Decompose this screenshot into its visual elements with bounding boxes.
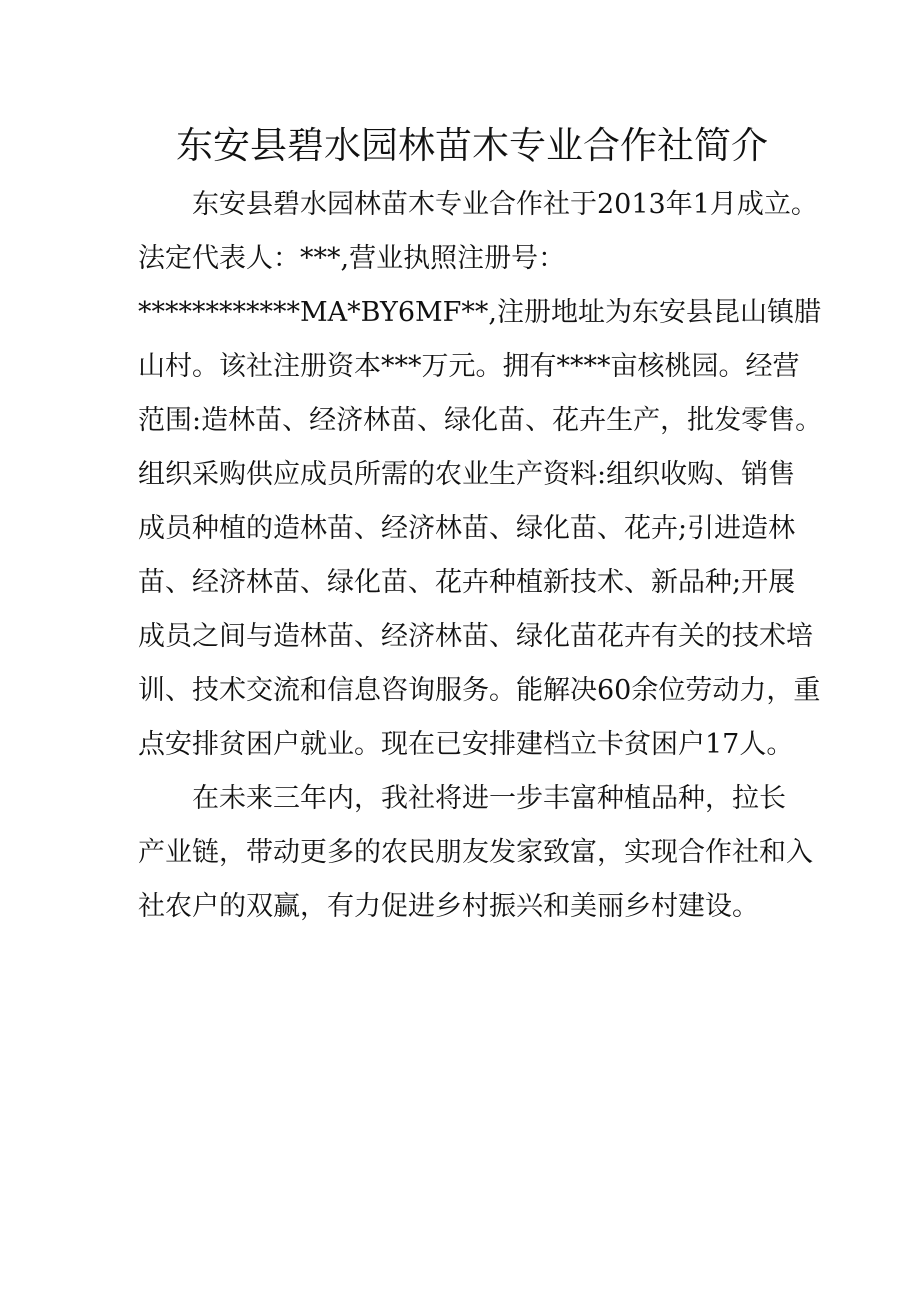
paragraph-line: ************MA*BY6MF**,注册地址为东安县昆山镇腊 — [138, 297, 821, 328]
paragraph-outlook — [138, 772, 813, 934]
paragraph-line: 苗、经济林苗、绿化苗、花卉种植新技术、新品种;开展 — [138, 567, 796, 598]
paragraph-line: 东安县碧水园林苗木专业合作社于2013年1月成立。 — [192, 189, 818, 220]
document-title: 东安县碧水园林苗木专业合作社简介 — [176, 124, 768, 167]
document-body — [138, 178, 823, 934]
paragraph-line: 产业链，带动更多的农民朋友发家致富，实现合作社和入 — [138, 837, 813, 868]
paragraph-line: 点安排贫困户就业。现在已安排建档立卡贫困户17人。 — [138, 729, 794, 760]
paragraph-line: 成员之间与造林苗、经济林苗、绿化苗花卉有关的技术培 — [138, 621, 813, 652]
paragraph-line: 社农户的双赢，有力促进乡村振兴和美丽乡村建设。 — [138, 891, 759, 922]
paragraph-line: 法定代表人：***,营业执照注册号： — [138, 243, 566, 274]
paragraph-line: 范围:造林苗、经济林苗、绿化苗、花卉生产，批发零售。 — [138, 405, 823, 436]
paragraph-line: 山村。该社注册资本***万元。拥有****亩核桃园。经营 — [138, 351, 800, 382]
paragraph-line: 在未来三年内，我社将进一步丰富种植品种，拉长 — [192, 783, 786, 814]
paragraph-line: 训、技术交流和信息咨询服务。能解决60余位劳动力，重 — [138, 675, 821, 706]
paragraph-intro — [138, 178, 823, 772]
paragraph-line: 成员种植的造林苗、经济林苗、绿化苗、花卉;引进造林 — [138, 513, 796, 544]
paragraph-line: 组织采购供应成员所需的农业生产资料:组织收购、销售 — [138, 459, 796, 490]
